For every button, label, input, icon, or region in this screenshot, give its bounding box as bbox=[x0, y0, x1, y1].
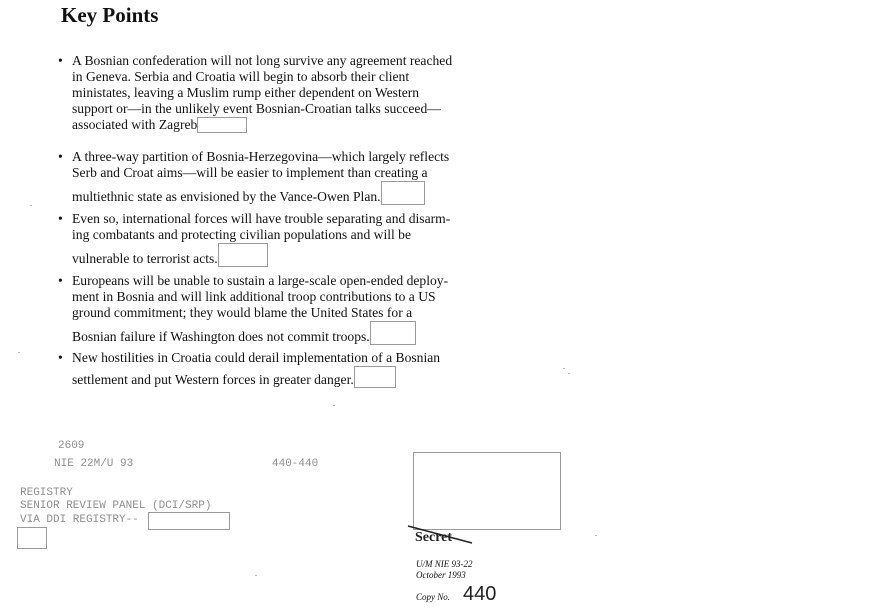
scan-speck bbox=[595, 535, 597, 536]
redaction-box bbox=[148, 512, 230, 530]
text-line: settlement and put Western forces in greater danger. bbox=[72, 372, 354, 387]
text-line: A Bosnian confederation will not long survive any agreement reached bbox=[72, 53, 453, 68]
text-line: Even so, international forces will have trouble separating and disarm- bbox=[72, 211, 451, 226]
text-line: New hostilities in Croatia could derail implementation of a Bosnian bbox=[72, 350, 441, 365]
redaction-box bbox=[370, 321, 416, 345]
classification-label: Secret bbox=[415, 530, 453, 545]
text-line: ministates, leaving a Muslim rump either dependent on Western bbox=[72, 85, 420, 100]
routing-via: VIA DDI REGISTRY-- bbox=[20, 514, 139, 526]
bullet-icon: • bbox=[58, 273, 63, 288]
redaction-box bbox=[218, 243, 268, 267]
bullet-icon: • bbox=[58, 350, 63, 365]
redaction-box bbox=[17, 527, 47, 549]
redaction-box bbox=[354, 366, 396, 388]
copy-label: Copy No. bbox=[416, 592, 451, 602]
stamp-doc-id: NIE 22M/U 93 bbox=[54, 458, 134, 470]
text-line: vulnerable to terrorist acts. bbox=[72, 251, 218, 266]
scan-speck bbox=[568, 373, 570, 374]
stamp-range: 440-440 bbox=[272, 458, 319, 470]
redaction-box bbox=[197, 117, 247, 133]
text-line: ment in Bosnia and will link additional troop contributions to a US bbox=[72, 289, 436, 304]
copy-number: 440 bbox=[463, 583, 497, 605]
scan-speck bbox=[255, 575, 257, 576]
redaction-box bbox=[413, 452, 561, 530]
text-line: Europeans will be unable to sustain a large-scale open-ended deploy- bbox=[72, 273, 449, 288]
scan-speck bbox=[333, 405, 335, 406]
bullet-icon: • bbox=[58, 149, 63, 164]
text-line: support or—in the unlikely event Bosnian-Croatian talks succeed— bbox=[72, 101, 441, 116]
text-line: multiethnic state as envisioned by the Vance-Owen Plan. bbox=[72, 189, 381, 204]
text-line: in Geneva. Serbia and Croatia will begin to absorb their client bbox=[72, 69, 410, 84]
scan-speck bbox=[563, 368, 565, 369]
routing-registry: REGISTRY bbox=[20, 487, 73, 499]
bullet-icon: • bbox=[58, 53, 63, 68]
text-line: ing combatants and protecting civilian populations and will be bbox=[72, 227, 412, 242]
text-line: Bosnian failure if Washington does not commit troops. bbox=[72, 329, 370, 344]
document-date: October 1993 bbox=[416, 570, 466, 580]
bullet-icon: • bbox=[58, 211, 63, 226]
text-line: A three-way partition of Bosnia-Herzegovina—which largely reflects bbox=[72, 149, 450, 164]
document-number: U/M NIE 93-22 bbox=[416, 559, 473, 569]
strikethrough-mark bbox=[406, 523, 476, 545]
stamp-number: 2609 bbox=[58, 440, 85, 452]
redaction-box bbox=[381, 181, 425, 205]
text-line: Serb and Croat aims—will be easier to implement than creating a bbox=[72, 165, 428, 180]
text-line: associated with Zagreb bbox=[72, 117, 198, 132]
routing-review-panel: SENIOR REVIEW PANEL (DCI/SRP) bbox=[20, 500, 212, 512]
scan-speck bbox=[30, 205, 32, 206]
text-line: ground commitment; they would blame the United States for a bbox=[72, 305, 413, 320]
page-title: Key Points bbox=[61, 3, 159, 27]
scan-speck bbox=[18, 352, 20, 353]
